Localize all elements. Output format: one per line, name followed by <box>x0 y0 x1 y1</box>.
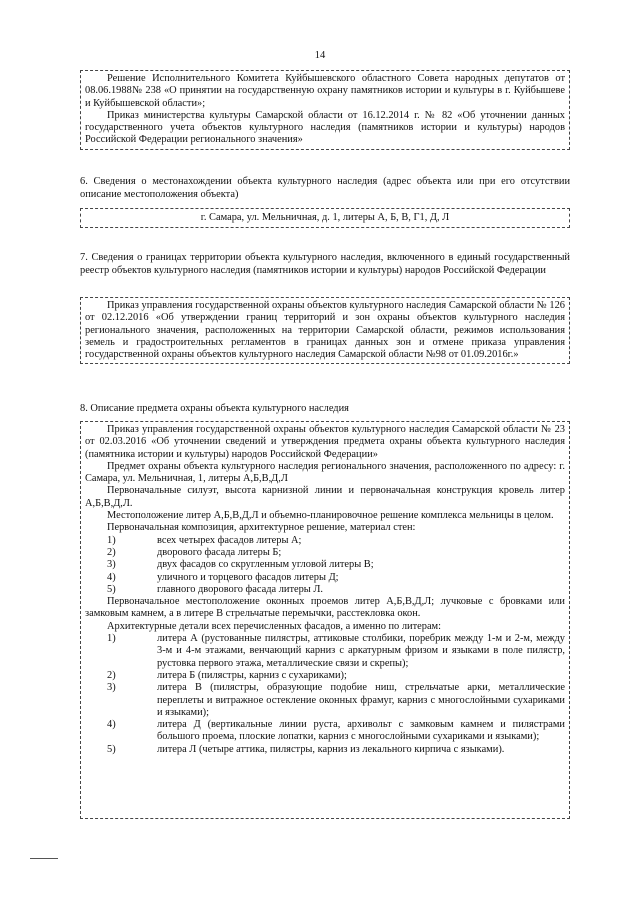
protection-order-paragraph: Приказ управления государственной охраны объектов культурного наследия Самарской области № 23 от 02.03.2016 «Об уточнении сведений и утверждения предмета охраны объекта культурного наследия (памятника истории и культуры) народов Российской Федерации» <box>85 424 565 460</box>
legal-basis-box <box>80 70 570 150</box>
list-item: 5) главного дворового фасада литеры Л. <box>107 583 324 595</box>
footnote-separator <box>30 858 58 859</box>
list-item: 3) литера В (пилястры, образующие подобие ниш, стрельчатые арки, металлические переплеты и витражное остекление оконных фрамуг, карниз с многослойными сухариками и языками); <box>107 682 565 718</box>
legal-basis-paragraph-1: Решение Исполнительного Комитета Куйбышевского областного Совета народных депутатов от 08.06.1988№ 238 «О принятии на государственную охрану памятников истории и культуры в г. Куйбышеве и Куйбышевской области»; <box>85 73 565 109</box>
section-8-title: 8. Описание предмета охраны объекта культурного наследия <box>80 403 349 414</box>
boundaries-text: Приказ управления государственной охраны объектов культурного наследия Самарской области № 126 от 02.12.2016 «Об утверждении границ территорий и зон охраны объектов культурного наследия регионального значения, расположенных на территории Самарской области, режимов использования земель и градостроительных регламентов в границах данных зон и отмене приказа управления государственной охраны объектов культурного наследия Самарской области №98 от 01.09.2016г.» <box>85 300 565 361</box>
protection-subject-box <box>80 421 570 819</box>
legal-basis-paragraph-2: Приказ министерства культуры Самарской области от 16.12.2014 г. № 82 «Об уточнении данных государственного учета объектов культурного наследия (памятников истории и культуры) народов Российской Федерации регионального значения» <box>85 109 565 146</box>
section-6-title: 6. Сведения о местонахождении объекта культурного наследия (адрес объекта или при его отсутствии описание местоположения объекта) <box>80 176 570 200</box>
list-item: 2) дворового фасада литеры Б; <box>107 546 282 558</box>
list-item: 2) литера Б (пилястры, карниз с сухариками); <box>107 669 347 681</box>
silhouette-paragraph: Первоначальные силуэт, высота карнизной линии и первоначальная конструкция кровель литер А,Б,В,Д,Л. <box>85 485 565 509</box>
protection-subject-paragraph: Предмет охраны объекта культурного наследия регионального значения, расположенного по адресу: г. Самара, ул. Мельничная, 1, литеры А,Б,В,Д,Л <box>85 460 565 485</box>
windows-paragraph: Первоначальное местоположение оконных проемов литер А,Б,В,Д,Л; лучковые с бровками или замковым камнем, а в литере В стрельчатые перемычки, расстекловка окон. <box>85 596 565 620</box>
list-item: 1) всех четырех фасадов литеры А; <box>107 534 302 546</box>
list-item: 3) двух фасадов со скругленным угловой литеры В; <box>107 559 374 571</box>
section-7-title: 7. Сведения о границах территории объекта культурного наследия, включенного в единый государственный реестр объектов культурного наследия (памятников истории и культуры) народов Российской Федерации <box>80 252 570 276</box>
page-number: 14 <box>314 50 326 61</box>
boundaries-box <box>80 297 570 364</box>
details-paragraph: Архитектурные детали всех перечисленных фасадов, а именно по литерам: <box>107 620 442 632</box>
address-box <box>80 208 570 228</box>
location-paragraph: Местоположение литер А,Б,В,Д,Л и объемно-планировочное решение комплекса мельницы в целом. <box>107 510 554 522</box>
address-text: г. Самара, ул. Мельничная, д. 1, литеры А, Б, В, Г1, Д, Л <box>200 212 450 223</box>
list-item: 1) литера А (рустованные пилястры, аттиковые столбики, поребрик между 1-м и 2-м, между 3-м и 4-м этажами, венчающий карниз с аркатурным фризом и языками в поле пилястр, рустовка первого этажа, металлические связи и скрепы); <box>107 633 565 669</box>
composition-paragraph: Первоначальная композиция, архитектурное решение, материал стен: <box>107 522 416 534</box>
list-item: 4) литера Д (вертикальные линии руста, архивольт с замковым камнем и пилястрами большого проема, плоские лопатки, карниз с многослойными сухариками и языками); <box>107 719 565 743</box>
list-item: 4) уличного и торцевого фасадов литеры Д; <box>107 571 339 583</box>
list-item: 5) литера Л (четыре аттика, пилястры, карниз из лекального кирпича с языками). <box>107 743 505 755</box>
